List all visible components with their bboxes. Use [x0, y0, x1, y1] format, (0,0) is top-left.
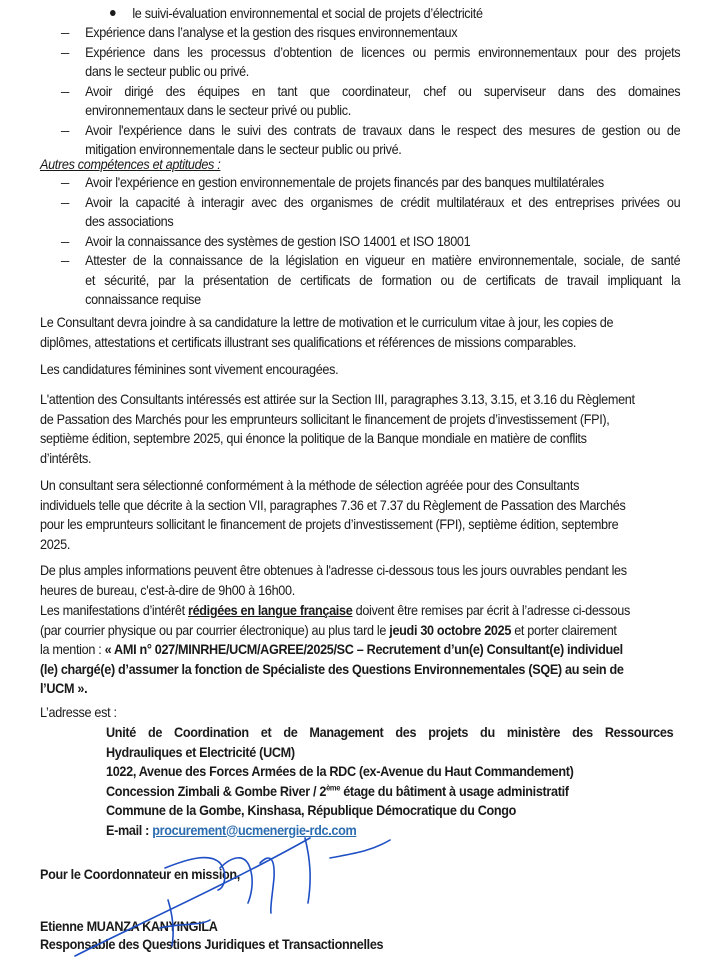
signature-stroke: [330, 840, 390, 858]
list-item: Avoir la connaissance des systèmes de gestion ISO 14001 et ISO 18001: [85, 233, 471, 249]
other-skills-list: [60, 173, 700, 310]
address-intro: L’adresse est :: [40, 705, 117, 720]
signature-stroke: [260, 858, 274, 913]
list-item: Avoir l'expérience en gestion environnementale de projets financés par des banques multilatérales: [85, 175, 604, 190]
bullet-icon: [110, 10, 116, 16]
paragraph-women-encouraged: Les candidatures féminines sont vivement encouragées.: [40, 362, 339, 377]
list-item: Expérience dans l’analyse et la gestion des risques environnementaux: [85, 25, 458, 40]
emphasis-french-language: rédigées en langue française: [187, 603, 353, 618]
address-block: Unité de Coordination et de Management des projets du ministère des Ressources Hydrauliques et Electricité (UCM) 1022, Avenue des Forces Armées de la RDC (ex-Avenue du Haut Commandement) Concession Zimbali & Gombe River / 2ème étage du bâtiment à usage administratif Commune de la Gombe, Kinshasa, République Démocratique du Congo E-mail : procurement@ucmenergie-rdc.com: [106, 725, 674, 838]
sub-bullet-text: le suivi-évaluation environnemental et social de projets d’électricité: [132, 6, 483, 21]
list-item: Avoir dirigé des équipes en tant que coordinateur, chef ou superviseur dans des domaines environnementaux dans le secteur privé ou public.: [85, 83, 681, 118]
paragraph-more-information: De plus amples informations peuvent être obtenues à l'adresse ci-dessous tous les jours ouvrables pendant les heures de bureau, c'est-à-dire de 9h00 à 16h00.: [40, 563, 627, 598]
signatory-name: Etienne MUANZA KANYINGILA: [40, 919, 218, 934]
paragraph-conflict-of-interest: L'attention des Consultants intéressés est attirée sur la Section III, paragraphes 3.13, 3.15, et 3.16 du Règlement de Passation des Marchés pour les emprunteurs sollicitant le financement de projets d’investissement (FPI), septième édition, septembre 2025, qui énonce la politique de la Banque mondiale en matière de conflits d’intérêts.: [40, 392, 635, 466]
email-link[interactable]: procurement@ucmenergie-rdc.com: [152, 822, 357, 838]
sign-off: Pour le Coordonnateur en mission,: [40, 867, 240, 882]
deadline-date: jeudi 30 octobre 2025: [389, 622, 512, 638]
list-item: Avoir la capacité à interagir avec des organismes de crédit multilatéraux et des entreprises privées ou des associations: [85, 194, 681, 229]
signature-stroke: [305, 838, 310, 903]
paragraph-application-documents: Le Consultant devra joindre à sa candidature la lettre de motivation et le curriculum vitae à jour, les copies de diplômes, attestations et certificats illustrant ses qualifications et références de missions comparables.: [40, 315, 614, 350]
list-item: Expérience dans les processus d’obtention de licences ou permis environnementaux pour des projets dans le secteur public ou privé.: [85, 44, 681, 79]
paragraph-submission: Les manifestations d’intérêt rédigées en langue française doivent être remises par écrit à l’adresse ci-dessous (par courrier physique ou par courrier électronique) au plus tard le jeudi 30 octobre 2025 et porter clairement la mention : « AMI n° 027/MINRHE/UCM/AGREE/2025/SC – Recrutement d’un(e) Consultant(e) individuel (le) chargé(e) d’assumer la fonction de Spécialiste des Questions Environnementales (SQE) au sein de l’UCM ».: [40, 603, 630, 696]
experience-list: [60, 23, 700, 160]
list-item: Attester de la connaissance de la législation en vigueur en matière environnementale, sociale, de santé et sécurité, par la présentation de certificats de formation ou de certificats de travail impliquant la connaissance requise: [85, 253, 681, 307]
email-label: E-mail :: [106, 822, 153, 838]
section-heading-other-skills: Autres compétences et aptitudes :: [40, 157, 221, 172]
reference-mention: « AMI n° 027/MINRHE/UCM/AGREE/2025/SC – Recrutement d’un(e) Consultant(e) individuel: [104, 642, 623, 657]
list-item: Avoir l'expérience dans le suivi des contrats de travaux dans le respect des mesures de gestion ou de mitigation environnementale dans le secteur public ou privé.: [85, 122, 681, 157]
signatory-title: Responsable des Questions Juridiques et Transactionnelles: [40, 937, 384, 952]
paragraph-selection-method: Un consultant sera sélectionné conformément à la méthode de sélection agréée pour des Consultants individuels telle que décrite à la section VII, paragraphes 7.36 et 7.37 du Règlement de Passation des Marchés pour les emprunteurs sollicitant le financement de projets d’investissement (FPI), septième édition, septembre 2025.: [40, 478, 626, 552]
